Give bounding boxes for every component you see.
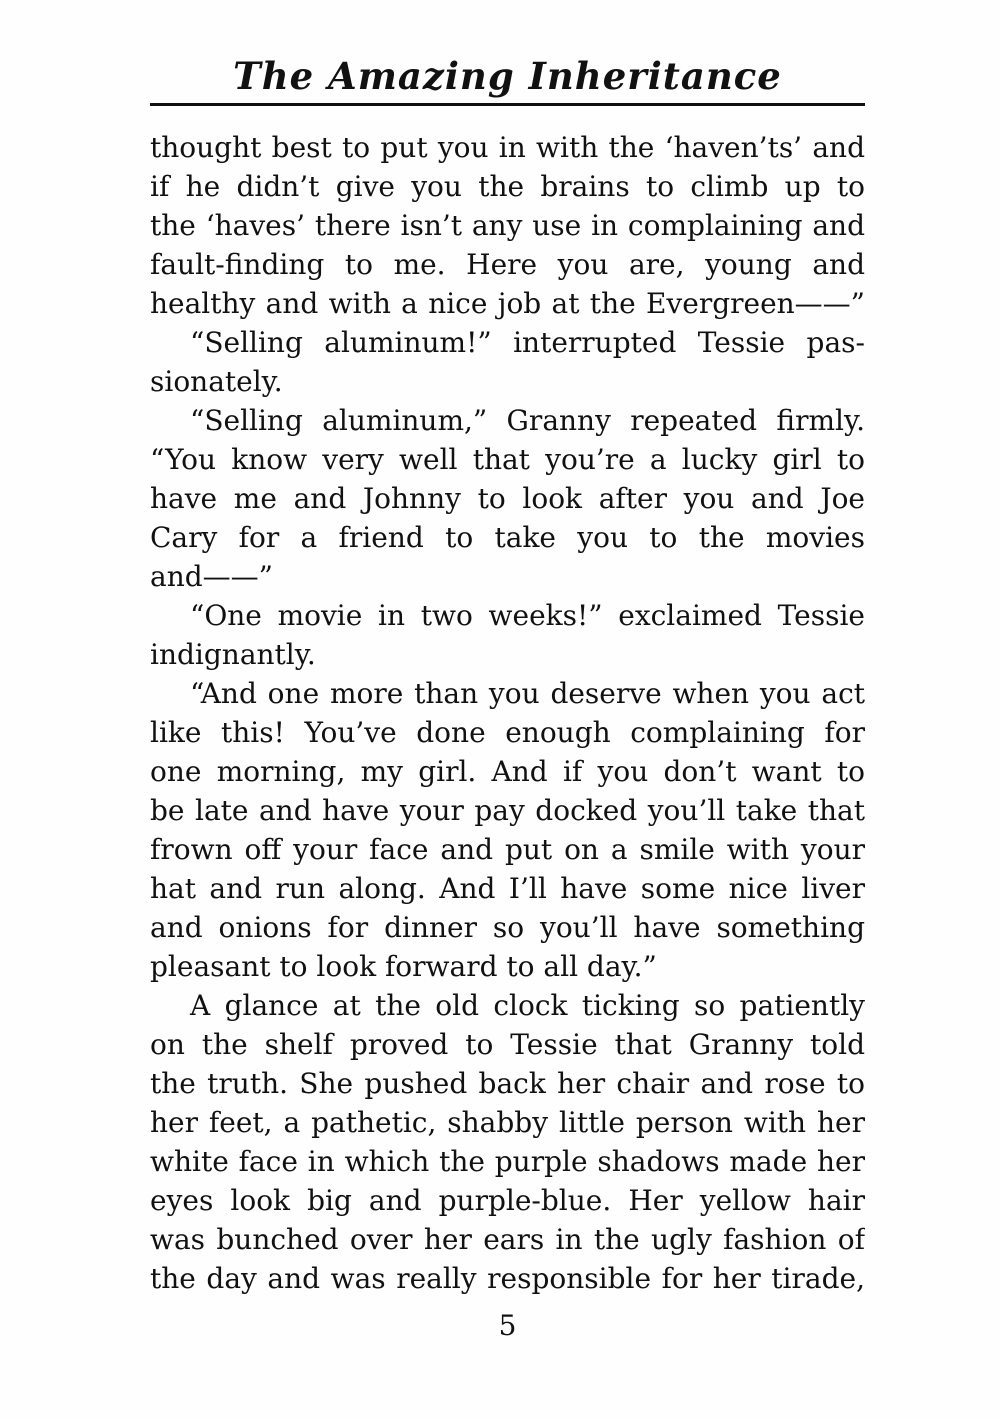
- text-line: “Selling aluminum,” Granny repeated firmly.: [190, 404, 865, 437]
- text-line: “You know very well that you’re a lucky girl to: [150, 443, 865, 476]
- text-line: the truth. She pushed back her chair and rose to: [150, 1067, 865, 1100]
- text-line: on the shelf proved to Tessie that Granny told: [150, 1028, 865, 1061]
- text-line: hat and run along. And I’ll have some nice liver: [150, 872, 865, 905]
- text-line: “And one more than you deserve when you act: [190, 677, 865, 710]
- text-line: sionately.: [150, 365, 283, 398]
- text-line: fault-finding to me. Here you are, young and: [150, 248, 865, 281]
- text-line: “Selling aluminum!” interrupted Tessie pas-: [190, 326, 865, 359]
- body-text: [150, 128, 865, 1298]
- text-line: indignantly.: [150, 638, 316, 671]
- page-number: 5: [498, 1309, 517, 1342]
- text-line: the day and was really responsible for her tirade,: [150, 1262, 865, 1295]
- text-line: was bunched over her ears in the ugly fashion of: [150, 1223, 865, 1256]
- text-line: and——”: [150, 560, 273, 593]
- text-line: white face in which the purple shadows made her: [150, 1145, 865, 1178]
- running-header: The Amazing Inheritance: [233, 54, 782, 98]
- text-line: pleasant to look forward to all day.”: [150, 950, 657, 983]
- header-rule: [150, 103, 865, 106]
- text-line: A glance at the old clock ticking so patiently: [190, 989, 865, 1022]
- text-line: “One movie in two weeks!” exclaimed Tessie: [190, 599, 865, 632]
- text-line: if he didn’t give you the brains to climb up to: [150, 170, 865, 203]
- text-line: eyes look big and purple-blue. Her yellow hair: [150, 1184, 865, 1217]
- text-line: be late and have your pay docked you’ll take that: [150, 794, 865, 827]
- text-line: her feet, a pathetic, shabby little person with her: [150, 1106, 865, 1139]
- text-line: Cary for a friend to take you to the movies: [150, 521, 865, 554]
- text-line: have me and Johnny to look after you and Joe: [150, 482, 865, 515]
- text-line: like this! You’ve done enough complaining for: [150, 716, 865, 749]
- text-line: one morning, my girl. And if you don’t want to: [150, 755, 865, 788]
- text-line: thought best to put you in with the ‘haven’ts’ and: [150, 131, 865, 164]
- text-line: healthy and with a nice job at the Evergreen——”: [150, 287, 865, 320]
- text-line: frown off your face and put on a smile with your: [150, 833, 865, 866]
- text-line: the ‘haves’ there isn’t any use in complaining and: [150, 209, 865, 242]
- text-line: and onions for dinner so you’ll have something: [150, 911, 865, 944]
